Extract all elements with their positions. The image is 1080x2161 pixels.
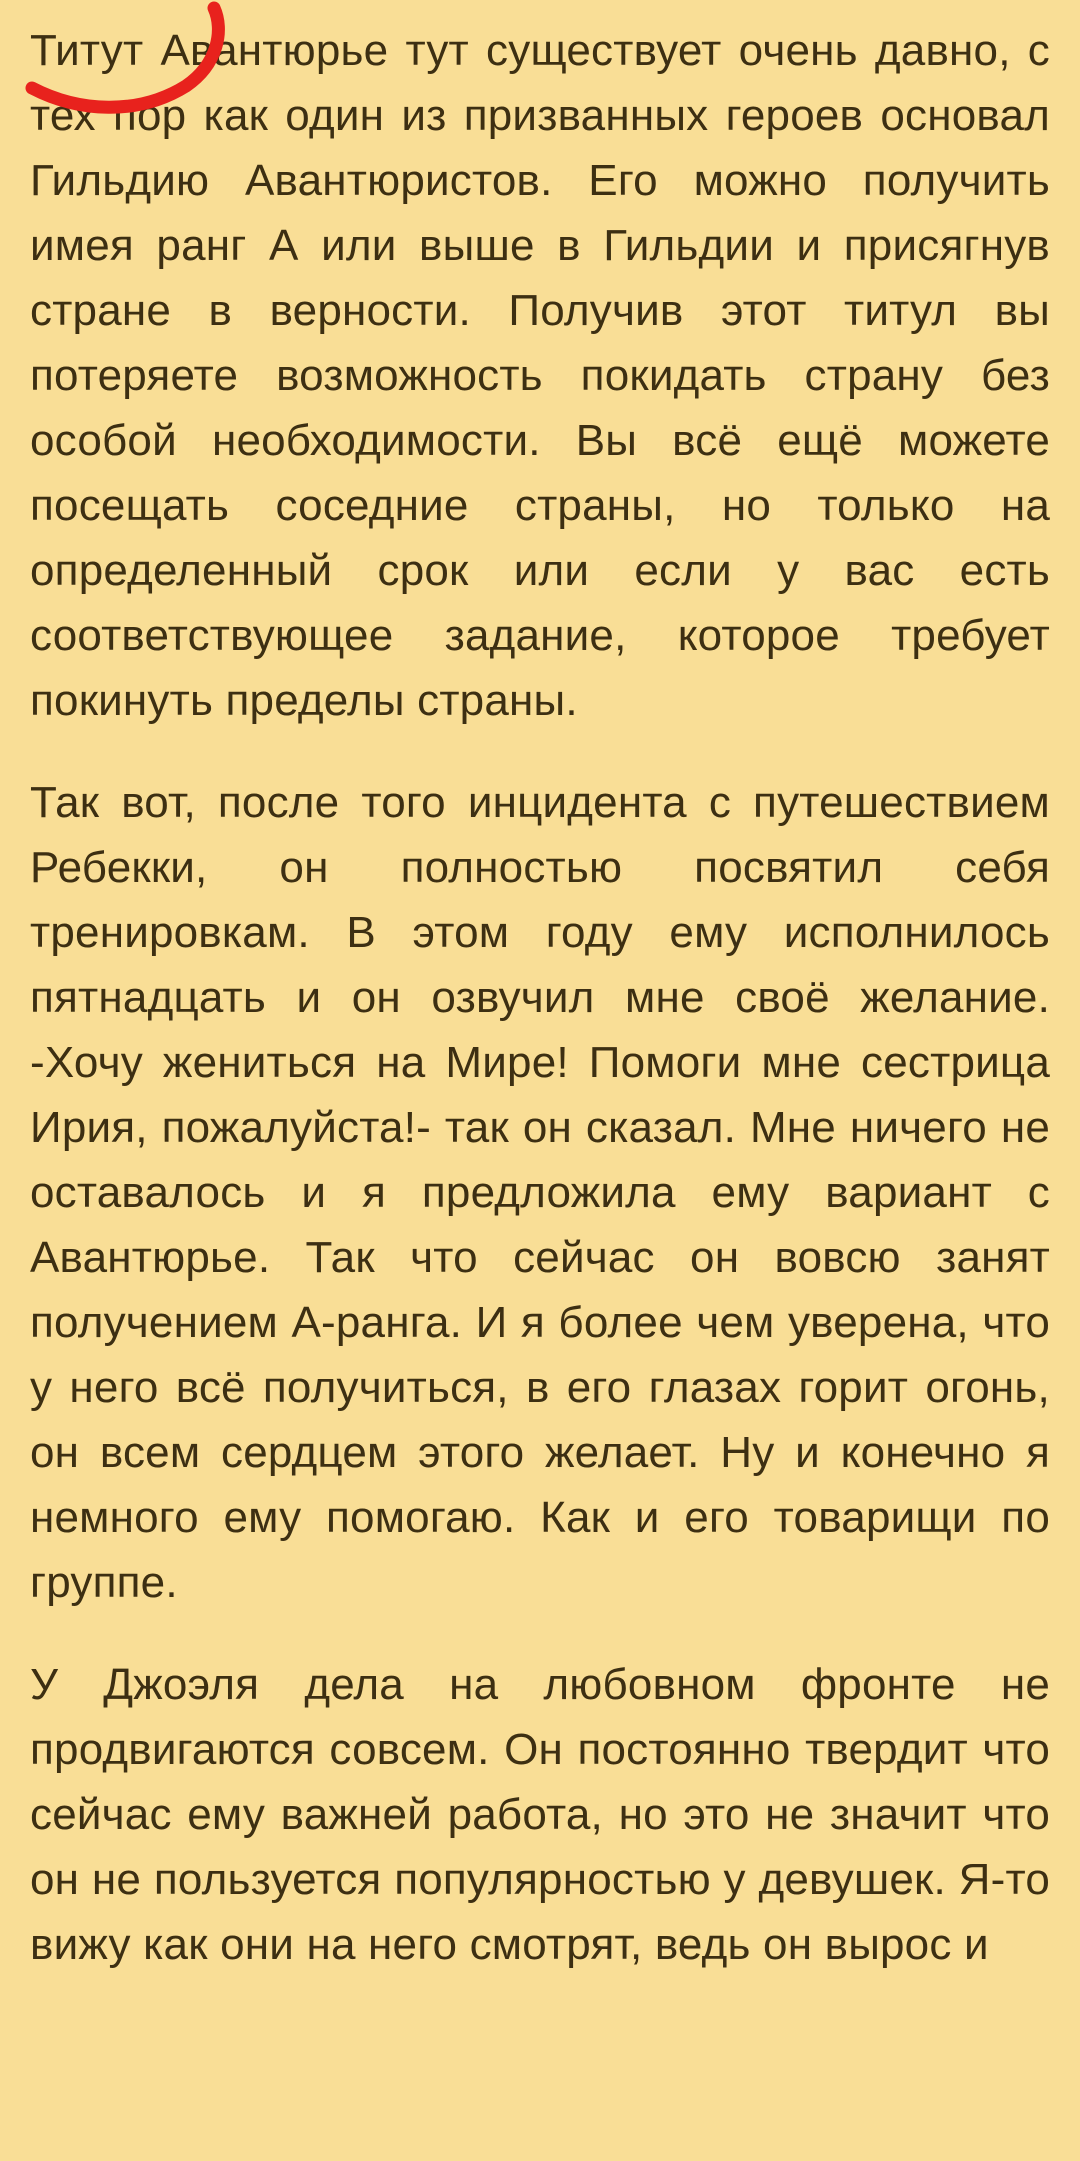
reading-page[interactable] xyxy=(30,0,1050,2161)
paragraph-1: Титут Авантюрье тут существует очень давно, с тех пор как один из призванных героев основал Гильдию Авантюристов. Его можно получить имея ранг А или выше в Гильдии и присягнув стране в верности. Получив этот титул вы потеряете возможность покидать страну без особой необходимости. Вы всё ещё можете посещать соседние страны, но только на определенный срок или если у вас есть соответствующее задание, которое требует покинуть пределы страны. xyxy=(30,26,1050,725)
paragraph-2: Так вот, после того инцидента с путешествием Ребекки, он полностью посвятил себя тренировкам. В этом году ему исполнилось пятнадцать и он озвучил мне своё желание. -Хочу жениться на Мире! Помоги мне сестрица Ирия, пожалуйста!- так он сказал. Мне ничего не оставалось и я предложила ему вариант с Авантюрье. Так что сейчас он вовсю занят получением А-ранга. И я более чем уверена, что у него всё получиться, в его глазах горит огонь, он всем сердцем этого желает. Ну и конечно я немного ему помогаю. Как и его товарищи по группе. xyxy=(30,778,1050,1607)
paragraph-3: У Джоэля дела на любовном фронте не продвигаются совсем. Он постоянно твердит что сейчас ему важней работа, но это не значит что он не пользуется популярностью у девушек. Я-то вижу как они на него смотрят, ведь он вырос и xyxy=(30,1660,1050,1969)
